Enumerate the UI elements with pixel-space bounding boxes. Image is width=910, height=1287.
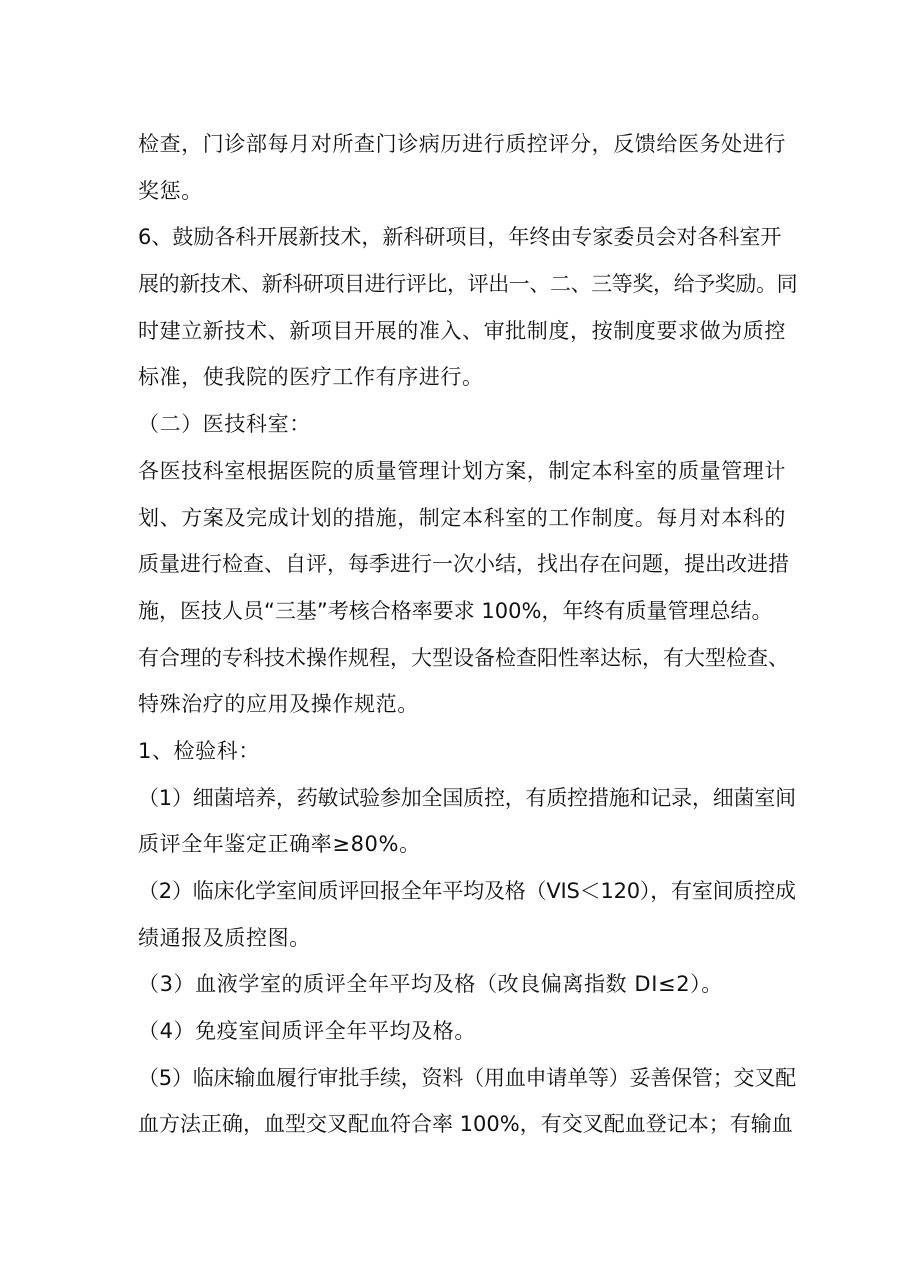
text-line: 各医技科室根据医院的质量管理计划方案，制定本科室的质量管理计 [138, 458, 786, 483]
text-line: （3）血液学室的质评全年平均及格（改良偏离指数 DI≤2）。 [138, 972, 723, 997]
text-line: 展的新技术、新科研项目进行评比，评出一、二、三等奖，给予奖励。同 [138, 272, 798, 297]
section-heading: （二）医技科室： [138, 412, 311, 437]
text-line: 检查，门诊部每月对所查门诊病历进行质控评分，反馈给医务处进行 [138, 132, 786, 156]
text-line: 有合理的专科技术操作规程，大型设备检查阳性率达标，有大型检查、 [138, 645, 789, 670]
text-line: （1）细菌培养，药敏试验参加全国质控，有质控措施和记录，细菌室间 [138, 785, 796, 810]
text-line: 时建立新技术、新项目开展的准入、审批制度，按制度要求做为质控 [138, 318, 786, 343]
text-line: （4）免疫室间质评全年平均及格。 [138, 1019, 476, 1044]
text-line: 质评全年鉴定正确率≥80%。 [138, 832, 421, 857]
text-line: 质量进行检查、自评，每季进行一次小结，找出存在问题，提出改进措 [138, 552, 789, 577]
text-line: 绩通报及质控图。 [138, 925, 311, 950]
text-line: 6、鼓励各科开展新技术，新科研项目，年终由专家委员会对各科室开 [138, 225, 782, 250]
text-line: 施，医技人员“三基”考核合格率要求 100%，年终有质量管理总结。 [138, 598, 773, 623]
text-line: 奖惩。 [138, 178, 203, 203]
text-line: 血方法正确，血型交叉配血符合率 100%，有交叉配血登记本；有输血 [138, 1112, 793, 1137]
document-body [138, 121, 798, 1148]
text-line: 划、方案及完成计划的措施，制定本科室的工作制度。每月对本科的 [138, 505, 786, 530]
text-line: 标准，使我院的医疗工作有序进行。 [138, 365, 484, 390]
subsection-heading: 1、检验科： [138, 738, 260, 763]
text-line: 特殊治疗的应用及操作规范。 [138, 692, 419, 717]
text-line: （5）临床输血履行审批手续，资料（用血申请单等）妥善保管；交叉配 [138, 1065, 796, 1090]
text-line: （2）临床化学室间质评回报全年平均及格（VIS＜120），有室间质控成 [138, 879, 796, 903]
